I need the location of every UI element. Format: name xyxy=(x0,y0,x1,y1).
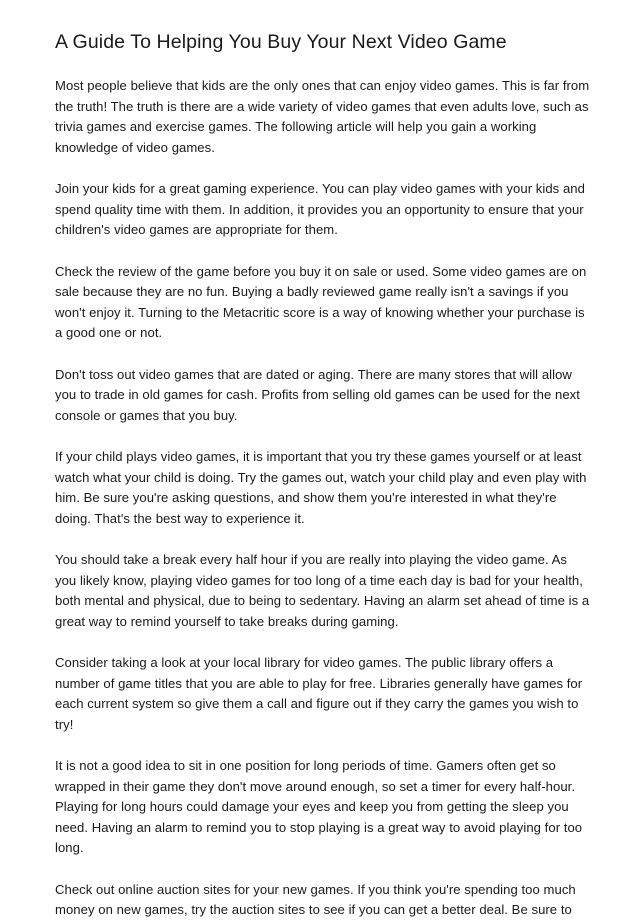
paragraph-2: Join your kids for a great gaming experience. You can play video games with your kids and spend quality time with them. In addition, it provides you an opportunity to ensure that your children's video games are appropriate for them. xyxy=(55,181,585,237)
document-page xyxy=(55,30,590,921)
document-title: A Guide To Helping You Buy Your Next Video Game xyxy=(55,31,507,53)
paragraph-4: Don't toss out video games that are dated or aging. There are many stores that will allow you to trade in old games for cash. Profits from selling old games can be used for the next console or games that you buy. xyxy=(55,366,580,423)
paragraph-1: Most people believe that kids are the only ones that can enjoy video games. This is far from the truth! The truth is there are a wide variety of video games that even adults love, such as trivia games and exercise games. The following article will help you gain a working knowledge of video games. xyxy=(55,78,590,155)
paragraph-5: If your child plays video games, it is important that you try these games yourself or at least watch what your child is doing. Try the games out, watch your child play and even play with him. Be sure you're asking questions, and show them you're interested in what they're doing. That's the best way to experience it. xyxy=(55,449,587,526)
paragraph-7: Consider taking a look at your local library for video games. The public library offers a number of game titles that you are able to play for free. Libraries generally have games for each current system so give them a call and figure out if they carry the games you wish to try! xyxy=(55,655,583,732)
paragraph-6: You should take a break every half hour if you are really into playing the video game. As you likely know, playing video games for too long of a time each day is bad for your health, both mental and physical, due to being to sedentary. Having an alarm set ahead of time is a great way to remind yourself to take breaks during gaming. xyxy=(55,552,590,629)
paragraph-3: Check the review of the game before you buy it on sale or used. Some video games are on sale because they are no fun. Buying a badly reviewed game really isn't a savings if you won't enjoy it. Turning to the Metacritic score is a way of knowing whether your purchase is a good one or not. xyxy=(55,263,587,340)
paragraph-9: Check out online auction sites for your new games. If you think you're spending too much money on new games, try the auction sites to see if you can get a better deal. Be sure to xyxy=(55,881,576,917)
paragraph-8: It is not a good idea to sit in one position for long periods of time. Gamers often get so wrapped in their game they don't move around enough, so set a timer for every half-hour. Playing for long hours could damage your eyes and keep you from getting the sleep you need. Having an alarm to remind you to stop playing is a great way to avoid playing for too long. xyxy=(55,758,583,855)
